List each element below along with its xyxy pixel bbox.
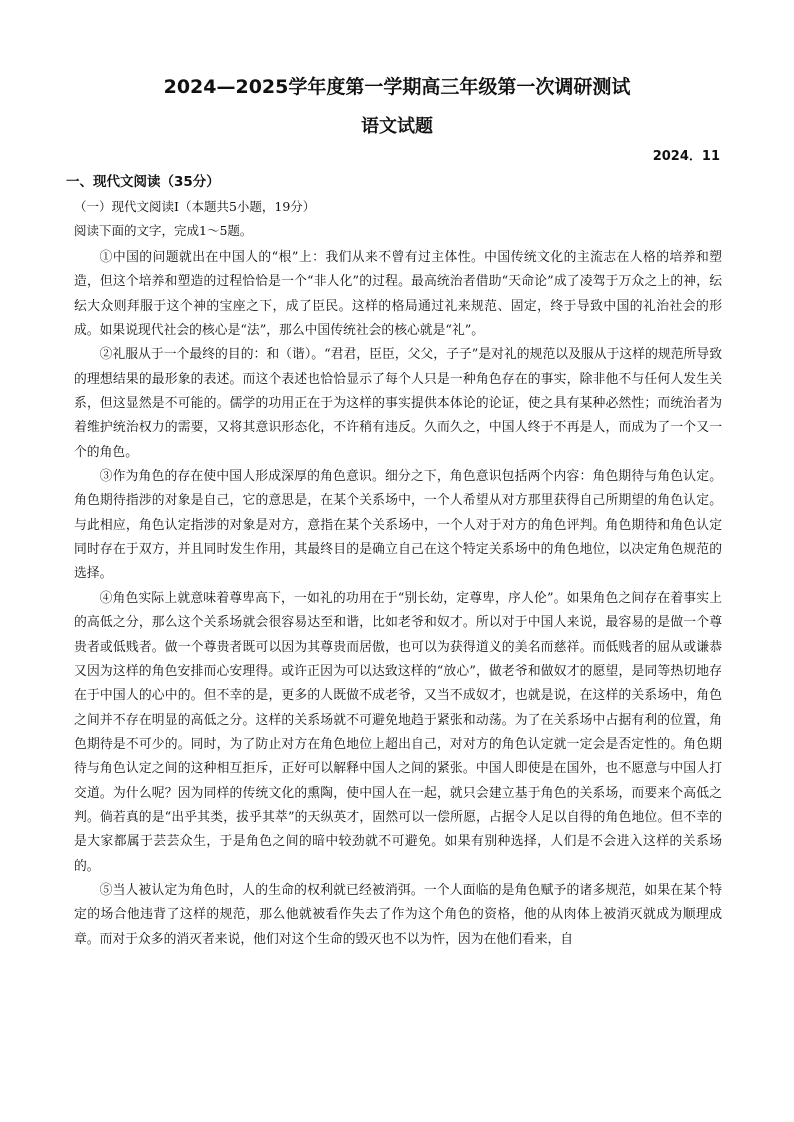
reading-passage <box>74 246 722 952</box>
paragraph-5: ⑤当人被认定为角色时，人的生命的权利就已经被消弭。一个人面临的是角色赋予的诸多规范，如果在某个特定的场合他违背了这样的规范，那么他就被看作失去了作为这个角色的资格，他的从肉体上被消灭就成为顺理成章。而对于众多的消灭者来说，他们对这个生命的毁灭也不以为忤，因为在他们看来，自 <box>74 882 722 947</box>
page-title: 2024—2025学年度第一学期高三年级第一次调研测试 <box>163 76 631 98</box>
paragraph-4: ④角色实际上就意味着尊卑高下，一如礼的功用在于“别长幼，定尊卑，序人伦”。如果角色之间存在着事实上的高低之分，那么这个关系场就会很容易达至和谐，比如老爷和奴才。所以对于中国人来说，最容易的是做一个尊贵者或低贱者。做一个尊贵者既可以因为其尊贵而居傲，也可以为获得道义的美名而慈祥。而低贱者的屈从或谦恭又因为这样的角色安排而心安理得。或许正因为可以达致这样的“放心”，做老爷和做奴才的愿望，是同等热切地存在于中国人的心中的。但不幸的是，更多的人既做不成老爷，又当不成奴才，也就是说，在这样的关系场中，角色之间并不存在明显的高低之分。这样的关系场就不可避免地趋于紧张和动荡。为了在关系场中占据有利的位置，角色期待是不可少的。同时，为了防止对方在角色地位上超出自己，对对方的角色认定就一定会是否定性的。角色期待与角色认定之间的这种相互拒斥，正好可以解释中国人之间的紧张。中国人即使是在国外，也不愿意与中国人打交道。为什么呢？因为同样的传统文化的熏陶，使中国人在一起，就只会建立基于角色的关系场，而要来个高低之判。倘若真的是“出乎其类，拔乎其萃”的天纵英才，固然可以一偿所愿，占据令人足以自得的角色地位。但不幸的是大家都属于芸芸众生，于是角色之间的暗中较劲就不可避免。如果有别种选择，人们是不会进入这样的关系场的。 <box>74 590 722 874</box>
section-heading: 一、现代文阅读（35分） <box>66 174 220 190</box>
exam-date: 2024．11 <box>652 149 720 164</box>
paragraph-1: ①中国的问题就出在中国人的“根”上：我们从来不曾有过主体性。中国传统文化的主流志在人格的培养和塑造，但这个培养和塑造的过程恰恰是一个“非人化”的过程。最高统治者借助“天命论”成了凌驾于万众之上的神，纭纭大众则拜服于这个神的宝座之下，成了臣民。这样的格局通过礼来规范、固定，终于导致中国的礼治社会的形成。如果说现代社会的核心是“法”，那么中国传统社会的核心就是“礼”。 <box>74 250 722 339</box>
reading-instruction: 阅读下面的文字，完成1～5题。 <box>74 223 253 238</box>
paragraph-3: ③作为角色的存在使中国人形成深厚的角色意识。细分之下，角色意识包括两个内容：角色期待与角色认定。角色期待指涉的对象是自己，它的意思是，在某个关系场中，一个人希望从对方那里获得自己所期望的角色认定。与此相应，角色认定指涉的对象是对方，意指在某个关系场中，一个人对于对方的角色评判。角色期待和角色认定同时存在于双方，并且同时发生作用，其最终目的是确立自己在这个特定关系场中的角色地位，以决定角色规范的选择。 <box>74 469 722 582</box>
subsection-heading: （一）现代文阅读Ⅰ（本题共5小题，19分） <box>74 199 316 214</box>
page-subtitle: 语文试题 <box>361 116 433 137</box>
paragraph-2: ②礼服从于一个最终的目的：和（谐）。“君君，臣臣，父父，子子”是对礼的规范以及服从于这样的规范所导致的理想结果的最形象的表述。而这个表述也恰恰显示了每个人只是一种角色存在的事实，除非他不与任何人发生关系，但这显然是不可能的。儒学的功用正在于为这样的事实提供本体论的论证，使之具有某种必然性；而统治者为着维护统治权力的需要，又将其意识形态化，不许稍有违反。久而久之，中国人终于不再是人，而成为了一个又一个的角色。 <box>74 347 722 460</box>
